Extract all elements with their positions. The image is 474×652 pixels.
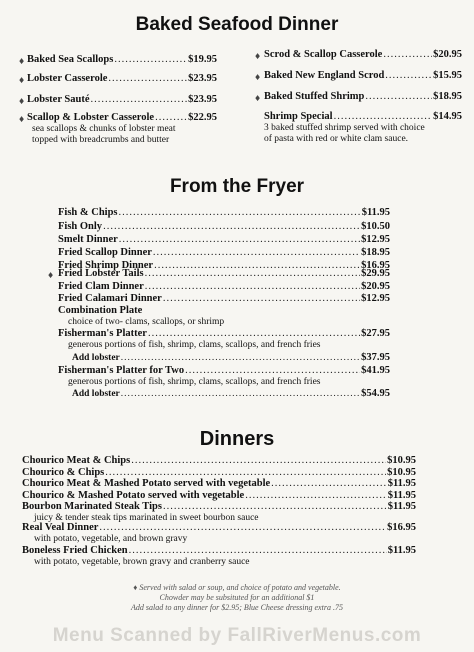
item-description: generous portions of fish, shrimp, clams, scallops, and french fries <box>68 340 321 350</box>
item-description: sea scallops & chunks of lobster meat <box>32 124 176 134</box>
diamond-icon: ♦ <box>254 73 262 82</box>
baked-seafood-title: Baked Seafood Dinner <box>135 14 339 35</box>
item-price: $23.95 <box>188 94 217 105</box>
diamond-icon: ♦ <box>254 94 262 103</box>
menu-item <box>27 112 217 123</box>
menu-item <box>58 221 390 232</box>
item-name: Chourico & Chips <box>22 467 105 478</box>
menu-item <box>22 490 416 501</box>
item-price: $15.95 <box>433 70 462 81</box>
item-description: choice of two- clams, scallops, or shrimp <box>68 317 225 327</box>
item-price: $16.95 <box>387 522 416 533</box>
menu-item <box>58 247 390 258</box>
item-name: Real Veal Dinner <box>22 522 99 533</box>
item-name: Shrimp Special <box>264 111 333 122</box>
item-price: $11.95 <box>387 501 416 512</box>
diamond-icon: ♦ <box>18 115 26 124</box>
menu-item <box>22 467 416 478</box>
menu-item <box>58 328 390 339</box>
item-description: 3 baked stuffed shrimp served with choice <box>264 123 425 133</box>
item-price: $18.95 <box>361 247 390 258</box>
diamond-icon: ♦ <box>254 52 262 61</box>
item-price: $20.95 <box>361 281 390 292</box>
menu-item <box>22 478 416 489</box>
footnote-line: ♦ Served with salad or soup, and choice of potato and vegetable. <box>133 583 341 592</box>
item-name: Fisherman's Platter <box>58 328 147 339</box>
item-price: $12.95 <box>361 293 390 304</box>
item-price: $20.95 <box>433 49 462 60</box>
menu-item <box>264 111 462 122</box>
footnote-line: Chowder may be subsituted for an additional $1 <box>159 593 315 602</box>
item-name: Chourico Meat & Mashed Potato served with vegetable <box>22 478 271 489</box>
item-name: Chourico Meat & Chips <box>22 455 131 466</box>
item-name: Baked Stuffed Shrimp <box>264 91 365 102</box>
item-price: $41.95 <box>361 365 390 376</box>
menu-item <box>27 94 217 105</box>
item-price: $16.95 <box>361 260 390 271</box>
menu-item <box>27 54 217 65</box>
menu-item <box>58 365 390 376</box>
item-price: $14.95 <box>433 111 462 122</box>
diamond-icon: ♦ <box>47 271 55 280</box>
item-price: $12.95 <box>361 234 390 245</box>
item-name: Fried Scallop Dinner <box>58 247 152 258</box>
item-name: Fried Clam Dinner <box>58 281 144 292</box>
menu-item <box>58 268 390 279</box>
item-name: Fish & Chips <box>58 207 118 218</box>
menu-item <box>72 388 390 399</box>
item-price: $18.95 <box>433 91 462 102</box>
item-name: Scrod & Scallop Casserole <box>264 49 383 60</box>
item-name: Lobster Casserole <box>27 73 108 84</box>
item-name: Fried Lobster Tails <box>58 268 144 279</box>
item-name: Smelt Dinner <box>58 234 118 245</box>
menu-item <box>22 455 416 466</box>
menu-item <box>58 293 390 304</box>
item-name: Lobster Sauté <box>27 94 90 105</box>
item-description: with potato, vegetable, brown gravy and cranberry sauce <box>34 557 250 567</box>
item-description: with potato, vegetable, and brown gravy <box>34 534 188 544</box>
menu-item <box>27 73 217 84</box>
item-name: Add lobster <box>72 353 120 363</box>
menu-item <box>58 281 390 292</box>
item-description: of pasta with red or white clam sauce. <box>264 134 409 144</box>
item-price: $37.95 <box>361 352 390 363</box>
footnote-line: Add salad to any dinner for $2.95; Blue Cheese dressing extra .75 <box>131 603 343 612</box>
item-name: Add lobster <box>72 389 120 399</box>
item-price: $22.95 <box>188 112 217 123</box>
item-description: topped with breadcrumbs and butter <box>32 135 170 145</box>
item-name: Fish Only <box>58 221 103 232</box>
dinners-title: Dinners <box>199 428 275 450</box>
item-name: Fisherman's Platter for Two <box>58 365 185 376</box>
item-name: Bourbon Marinated Steak Tips <box>22 501 162 512</box>
menu-item <box>58 234 390 245</box>
item-price: $19.95 <box>188 54 217 65</box>
item-description: generous portions of fish, shrimp, clams, scallops, and french fries <box>68 377 321 387</box>
menu-item <box>264 91 462 102</box>
diamond-icon: ♦ <box>18 57 26 66</box>
item-price: $54.95 <box>361 388 390 399</box>
menu-item <box>264 70 462 81</box>
item-name: Combination Plate <box>58 305 143 316</box>
watermark: Menu Scanned by FallRiverMenus.com <box>52 625 422 646</box>
item-price: $10.50 <box>361 221 390 232</box>
menu-item <box>22 545 416 556</box>
diamond-icon: ♦ <box>18 97 26 106</box>
menu-item <box>58 207 390 218</box>
menu-item <box>264 49 462 60</box>
item-price: $11.95 <box>361 207 390 218</box>
item-name: Chourico & Mashed Potato served with vegetable <box>22 490 245 501</box>
item-price: $11.95 <box>387 490 416 501</box>
item-price: $11.95 <box>387 545 416 556</box>
item-name: Fried Shrimp Dinner <box>58 260 154 271</box>
menu-item <box>22 501 416 512</box>
menu-item <box>72 352 390 363</box>
item-price: $11.95 <box>387 478 416 489</box>
item-name: Boneless Fried Chicken <box>22 545 128 556</box>
menu-item <box>58 305 390 316</box>
item-price: $10.95 <box>387 455 416 466</box>
item-name: Scallop & Lobster Casserole <box>27 112 155 123</box>
item-price: $27.95 <box>361 328 390 339</box>
item-price: $10.95 <box>387 467 416 478</box>
diamond-icon: ♦ <box>18 76 26 85</box>
menu-item <box>22 522 416 533</box>
item-name: Fried Calamari Dinner <box>58 293 162 304</box>
item-name: Baked New England Scrod <box>264 70 385 81</box>
item-description: juicy & tender steak tips marinated in sweet bourbon sauce <box>34 513 259 523</box>
item-name: Baked Sea Scallops <box>27 54 114 65</box>
item-price: $29.95 <box>361 268 390 279</box>
item-price: $23.95 <box>188 73 217 84</box>
fryer-title: From the Fryer <box>169 176 305 197</box>
